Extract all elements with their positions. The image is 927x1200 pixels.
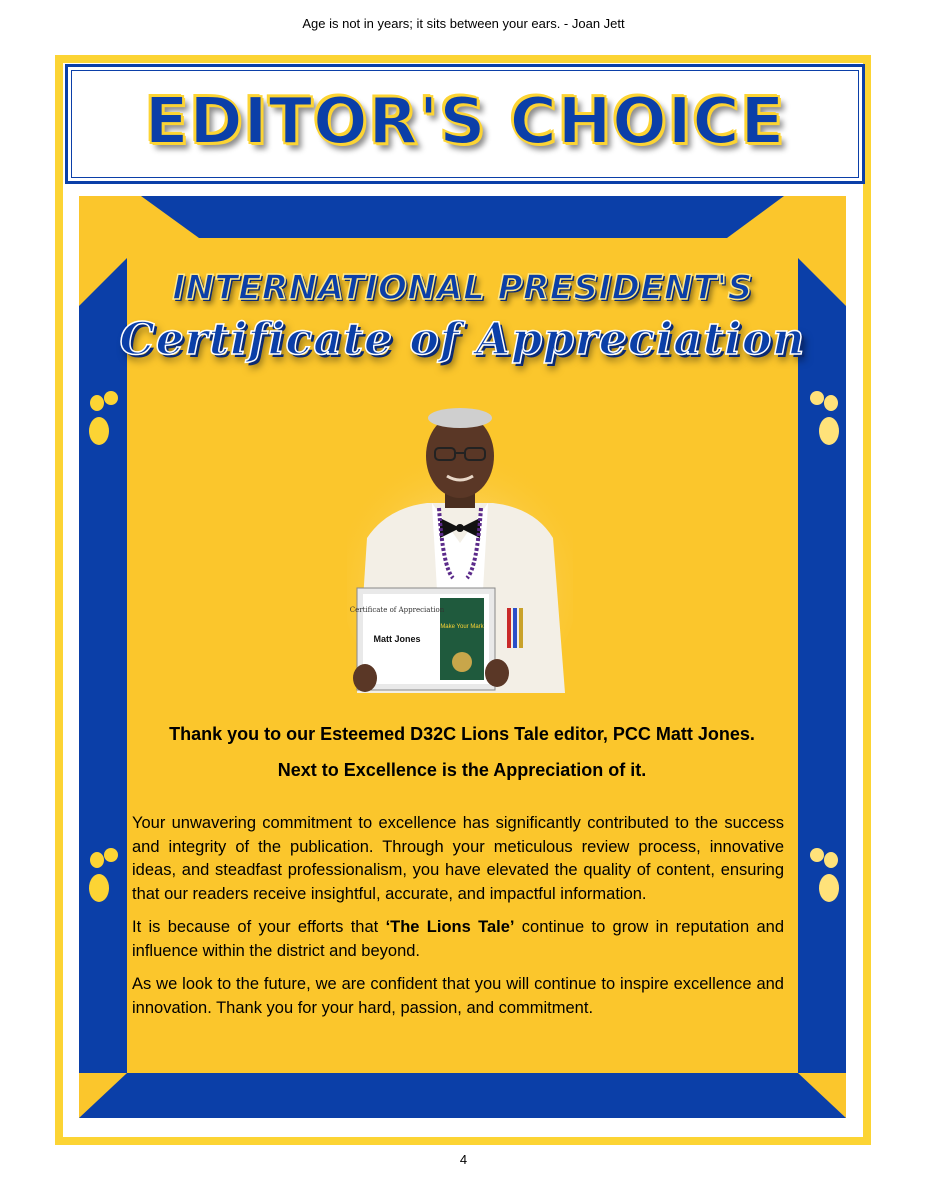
paw-print-icon bbox=[89, 848, 131, 908]
honoree-photo bbox=[347, 408, 573, 693]
held-cert-name: Matt Jones bbox=[373, 634, 421, 644]
certificate-title-line2: Certificate of Appreciation bbox=[119, 314, 806, 365]
paw-print-icon bbox=[797, 391, 839, 451]
paragraph-2 bbox=[132, 916, 784, 963]
page-quote: Age is not in years; it sits between your ears. - Joan Jett bbox=[302, 16, 625, 31]
top-band bbox=[141, 196, 784, 238]
paragraph-2-end: continue to grow in reputation and influence within the district and beyond. bbox=[132, 918, 785, 960]
certificate-frame bbox=[79, 196, 846, 1118]
page-number: 4 bbox=[459, 1152, 468, 1167]
editors-choice-banner bbox=[65, 64, 865, 184]
paw-print-icon bbox=[797, 848, 839, 908]
thanks-heading: Thank you to our Esteemed D32C Lions Tale editor, PCC Matt Jones. bbox=[169, 724, 755, 744]
paragraph-2-start: It is because of your efforts that bbox=[132, 918, 386, 936]
banner-title: EDITOR'S CHOICE bbox=[144, 85, 786, 159]
held-cert-side: Make Your Mark bbox=[440, 624, 484, 630]
paragraph-3: As we look to the future, we are confident that you will continue to inspire excellence and innovation. Thank you for your hard, passion, and commitment. bbox=[132, 975, 784, 1017]
motto-heading: Next to Excellence is the Appreciation of it. bbox=[277, 760, 647, 780]
held-cert-heading: Certificate of Appreciation bbox=[349, 606, 445, 614]
publication-name: ‘The Lions Tale’ bbox=[385, 918, 515, 936]
paw-print-icon bbox=[89, 391, 131, 451]
appreciation-body bbox=[132, 812, 784, 1030]
certificate-title-line1: INTERNATIONAL PRESIDENT'S bbox=[172, 268, 753, 308]
paragraph-1: Your unwavering commitment to excellence has significantly contributed to the success and integrity of the publication. Through your meticulous review process, innovative ideas, and steadfast professionalism, you have elevated the quality of content, ensuring that our readers receive insightful, accurate, and impactful information. bbox=[132, 814, 784, 903]
